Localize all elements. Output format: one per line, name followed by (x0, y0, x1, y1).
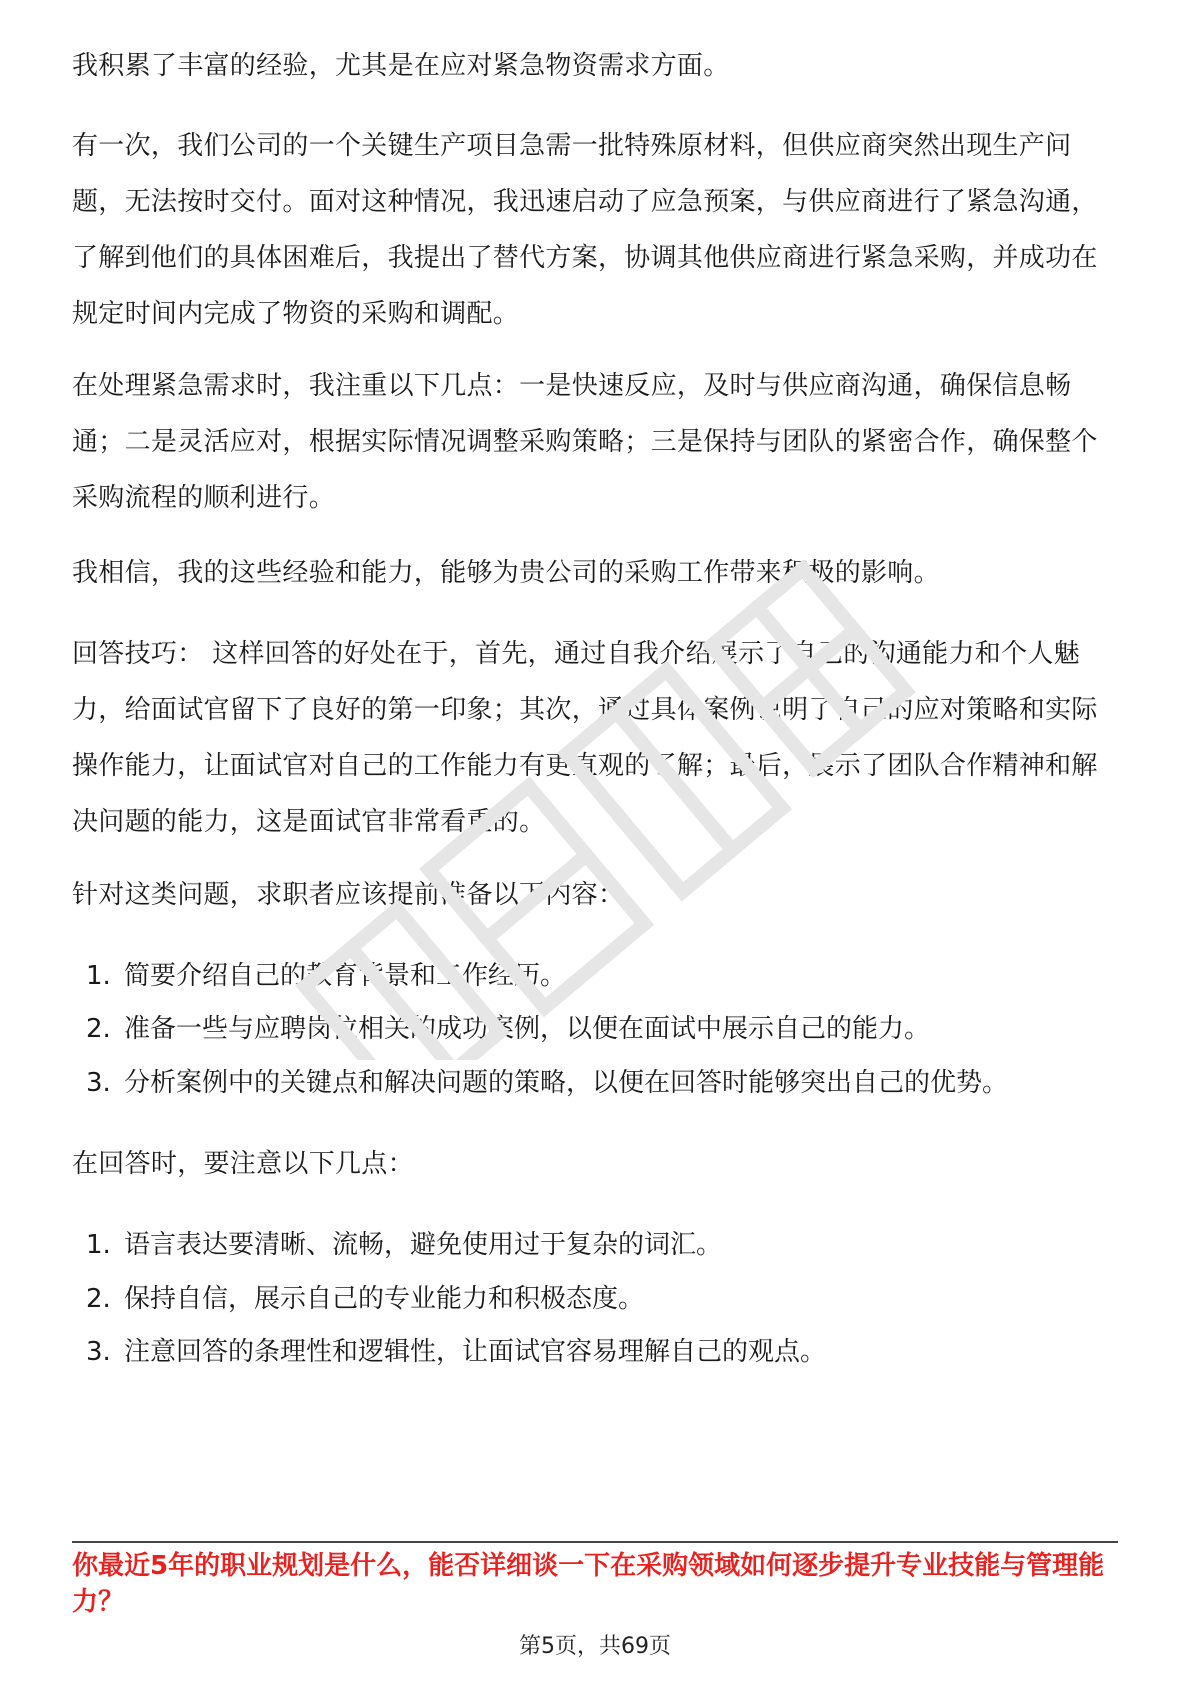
paragraph-case: 有一次，我们公司的一个关键生产项目急需一批特殊原材料，但供应商突然出现生产问题，无法按时交付。面对这种情况，我迅速启动了应急预案，与供应商进行了紧急沟通，了解到他们的具体困难后，我提出了替代方案，协调其他供应商进行紧急采购，并成功在规定时间内完成了物资的采购和调配。 (72, 131, 1098, 329)
paragraph-tips: 回答技巧： 这样回答的好处在于，首先，通过自我介绍展示了自己的沟通能力和个人魅力，给面试官留下了良好的第一印象；其次，通过具体案例说明了自己的应对策略和实际操作能力，让面试官对自己的工作能力有更直观的了解；最后，展示了团队合作精神和解决问题的能力，这是面试官非常看重的。 (72, 639, 1098, 837)
list-item-text: 注意回答的条理性和逻辑性，让面试官容易理解自己的观点。 (124, 1337, 827, 1367)
list-item-text: 准备一些与应聘岗位相关的成功案例，以便在面试中展示自己的能力。 (124, 1014, 931, 1044)
list-number: 1. (86, 1230, 111, 1260)
list-item (86, 1055, 1116, 1111)
section-divider (72, 1541, 1118, 1543)
page-number: 第5页，共69页 (519, 1634, 671, 1659)
paragraph-belief: 我相信，我的这些经验和能力，能够为贵公司的采购工作带来积极的影响。 (72, 558, 940, 588)
list-item-text: 保持自信，展示自己的专业能力和积极态度。 (124, 1284, 645, 1314)
list-item (86, 1271, 1116, 1327)
next-question-heading: 你最近5年的职业规划是什么，能否详细谈一下在采购领域如何逐步提升专业技能与管理能力？ (72, 1551, 1105, 1617)
list-item (86, 1217, 1116, 1273)
list-item (86, 1001, 1116, 1057)
list-item-text: 分析案例中的关键点和解决问题的策略，以便在回答时能够突出自己的优势。 (124, 1068, 1009, 1098)
paragraph-experience: 我积累了丰富的经验，尤其是在应对紧急物资需求方面。 (72, 51, 730, 81)
list-item-text: 简要介绍自己的教育背景和工作经历。 (124, 961, 567, 991)
list-item (86, 948, 1116, 1004)
paragraph-prepare-intro: 针对这类问题，求职者应该提前准备以下内容： (72, 880, 625, 910)
list-number: 1. (86, 961, 111, 991)
paragraph-key-points: 在处理紧急需求时，我注重以下几点：一是快速反应，及时与供应商沟通，确保信息畅通；二是灵活应对，根据实际情况调整采购策略；三是保持与团队的紧密合作，确保整个采购流程的顺利进行。 (72, 371, 1098, 513)
list-item (86, 1324, 1116, 1380)
list-number: 2. (86, 1284, 111, 1314)
list-item-text: 语言表达要清晰、流畅，避免使用过于复杂的词汇。 (124, 1230, 723, 1260)
list-number: 2. (86, 1014, 111, 1044)
paragraph-answer-notes-intro: 在回答时，要注意以下几点： (72, 1149, 414, 1179)
list-number: 3. (86, 1068, 111, 1098)
list-number: 3. (86, 1337, 111, 1367)
